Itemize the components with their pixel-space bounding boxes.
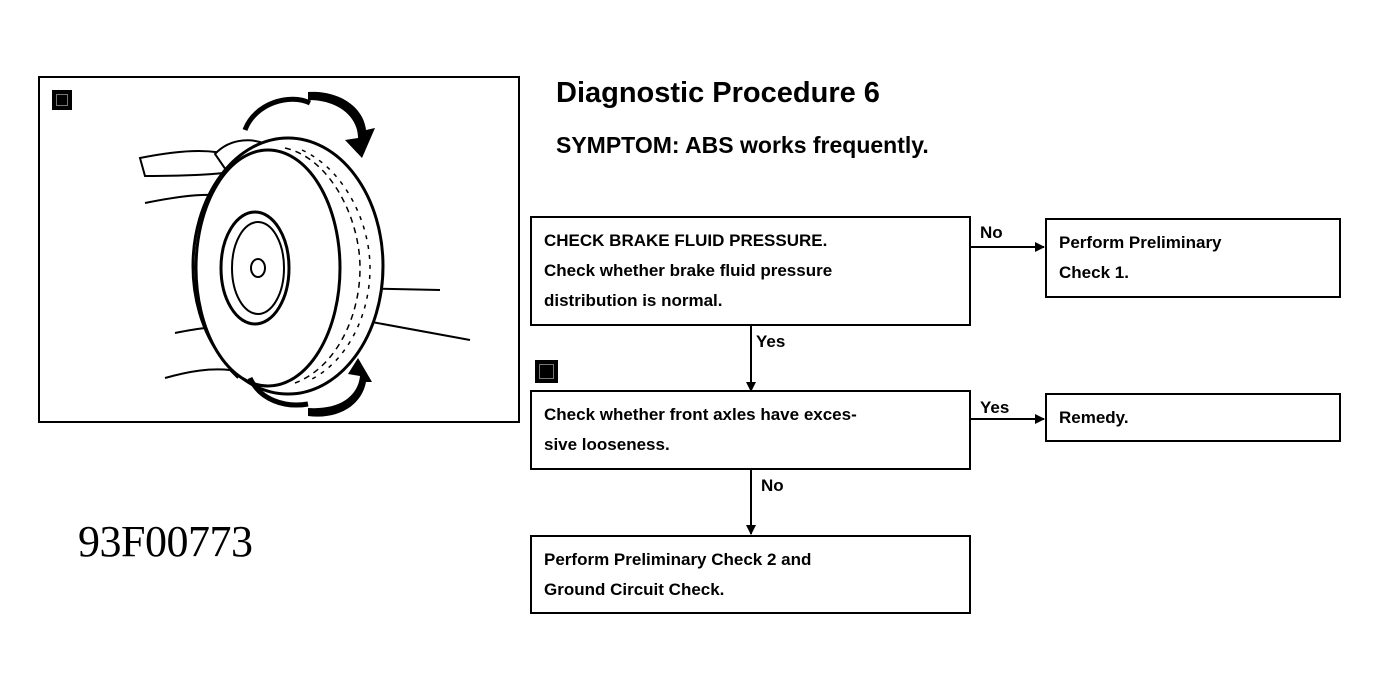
box-preliminary-check-2 <box>530 535 971 614</box>
box-check-brake-pressure-text: CHECK BRAKE FLUID PRESSURE. Check whether brake fluid pressure distribution is normal. <box>544 231 833 310</box>
label-yes-pressure: Yes <box>756 332 786 351</box>
box-check-brake-pressure <box>530 216 971 326</box>
box-check-front-axles-text: Check whether front axles have exces- sive looseness. <box>544 405 857 454</box>
label-no-axles: No <box>761 476 784 495</box>
label-no-pressure: No <box>980 223 1003 242</box>
box-remedy-text: Remedy. <box>1059 408 1129 427</box>
box-preliminary-check-1-text: Perform Preliminary Check 1. <box>1059 233 1222 282</box>
step-marker-icon <box>535 360 558 383</box>
label-yes-axles: Yes <box>980 398 1010 417</box>
box-check-front-axles <box>530 390 971 470</box>
symptom-text: SYMPTOM: ABS works frequently. <box>556 132 929 158</box>
figure-code: 93F00773 <box>78 517 253 566</box>
box-remedy <box>1045 393 1341 442</box>
box-preliminary-check-1 <box>1045 218 1341 298</box>
page-title: Diagnostic Procedure 6 <box>556 77 880 109</box>
box-preliminary-check-2-text: Perform Preliminary Check 2 and Ground Circuit Check. <box>544 550 812 599</box>
